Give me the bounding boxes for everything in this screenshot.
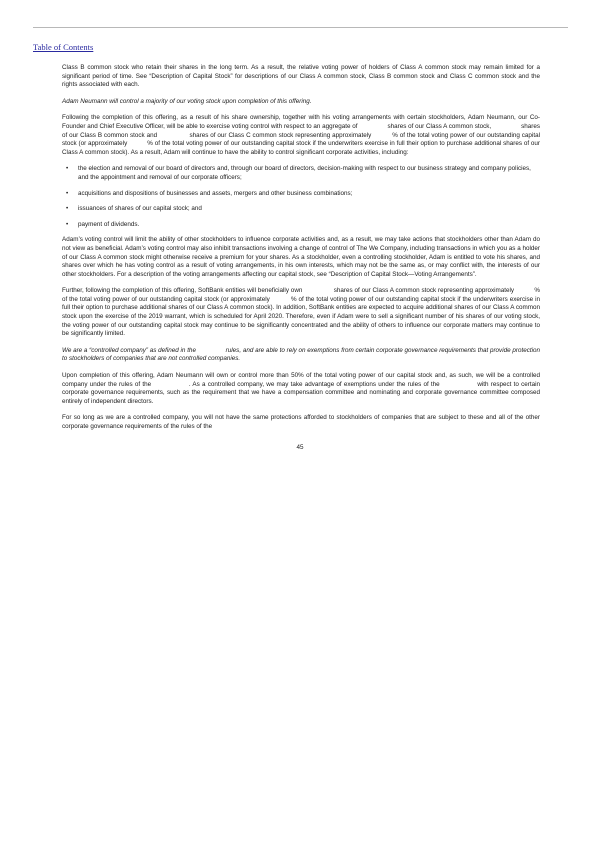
paragraph: Further, following the completion of this offering, SoftBank entities will beneficially own shares of our Class A common stock representing approximately % of the total voting power of our outstanding capital stock (or approximately % of the total voting power of our outstanding capital stock if the underwriters exercise in full their option to purchase additional shares of our Class A common stock). In addition, SoftBank entities are expected to acquire additional shares of our Class A common stock upon the exercise of the 2019 warrant, which is scheduled for April 2020. Therefore, even if Adam were to sell a significant number of his shares of our voting stock, the voting power of our outstanding capital stock may continue to be significantly concentrated and the ability of others to influence our corporate matters may continue to be significantly limited. [62,287,542,338]
risk-factor-heading: We are a “controlled company” as defined in the rules, and are able to rely on exemptions from certain corporate governance requirements that provide protection to stockholders of companies that are not controlled companies. [62,346,542,363]
list-item: • the election and removal of our board of directors and, through our board of directors, decision-making with respect to our business strategy and company policies, and the appointment and removal of our corporate officers; [62,165,540,182]
paragraph: Class B common stock who retain their shares in the long term. As a result, the relative voting power of holders of Class A common stock may remain limited for a significant period of time. See “Description of Capital Stock” for descriptions of our Class A common stock, Class B common stock and Class C common stock and the rights associated with each. [62,64,542,89]
risk-factor-heading: Adam Neumann will control a majority of our voting stock upon completion of this offering. [62,97,312,105]
list-item: • acquisitions and dispositions of businesses and assets, mergers and other business combinations; [62,190,540,199]
page-body [62,64,540,440]
header-divider [33,27,568,28]
paragraph: Upon completion of this offering, Adam Neumann will own or control more than 50% of the total voting power of our capital stock and, as such, we will be a controlled company under the rules of the . As a controlled company, we may take advantage of exemptions under the rules of the with respect to certain corporate governance requirements, such as the requirement that we have a compensation committee and nominating and corporate governance committee composed entirely of independent directors. [62,372,542,405]
list-item: • issuances of shares of our capital stock; and [62,205,540,214]
table-of-contents-link[interactable]: Table of Contents [33,42,94,52]
paragraph: Adam’s voting control will limit the ability of other stockholders to influence corporate activities and, as a result, we may take actions that stockholders other than Adam do not view as beneficial. Adam’s voting control may also inhibit transactions involving a change of control of The We Company, including transactions in which you as a holder of our Class A common stock might otherwise receive a premium for your shares. As a stockholder, even a controlling stockholder, Adam is entitled to vote his shares, and shares over which he has voting control as a result of voting arrangements, in his own interests, which may not be the same as, or may conflict with, the interests of our other stockholders. For a description of the voting arrangements affecting our capital stock, see “Description of Capital Stock—Voting Arrangements”. [62,236,540,278]
page-number: 45 [296,444,304,451]
list-item: • payment of dividends. [62,221,540,230]
paragraph: For so long as we are a controlled company, you will not have the same protections afforded to stockholders of companies that are subject to these and all of the other corporate governance requirements of the rules of the [62,414,540,430]
paragraph: Following the completion of this offering, as a result of his share ownership, together with his voting arrangements with certain stockholders, Adam Neumann, our Co-Founder and Chief Executive Officer, will be able to exercise voting control with respect to an aggregate of shares of our Class A common stock, shares of our Class B common stock and shares of our Class C common stock representing approximately % of the total voting power of our outstanding capital stock (or approximately % of the total voting power of our outstanding capital stock if the underwriters exercise in full their option to purchase additional shares of our Class A common stock). As a result, Adam will continue to have the ability to control significant corporate activities, including: [62,114,542,156]
bullet-list [62,165,540,229]
